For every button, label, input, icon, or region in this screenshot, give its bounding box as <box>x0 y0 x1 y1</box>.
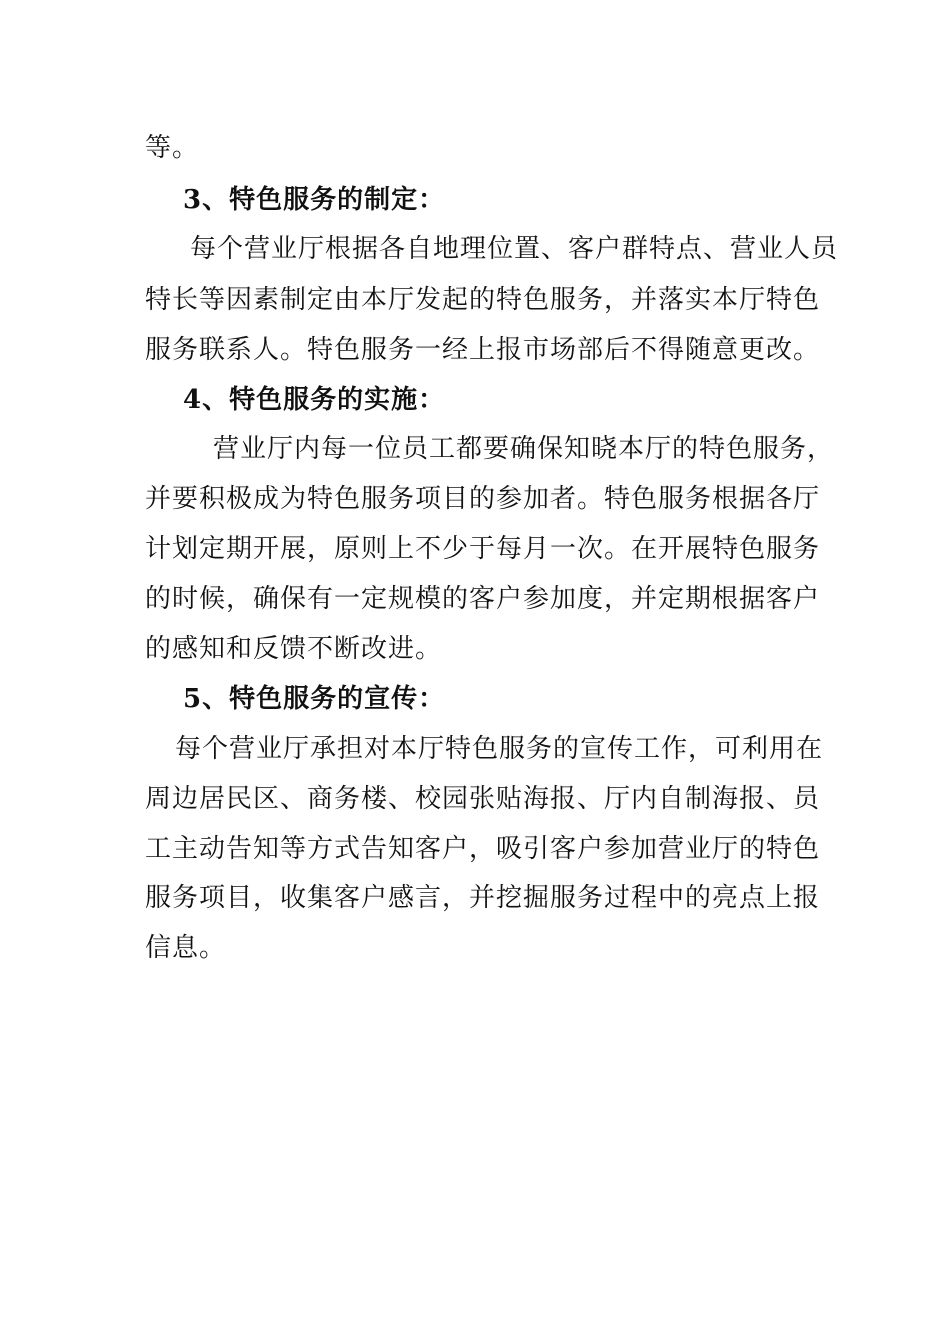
section-3-line-1: 每个营业厅根据各自地理位置、客户群特点、营业人员 <box>190 234 839 264</box>
section-3-line-3: 服务联系人。特色服务一经上报市场部后不得随意更改。 <box>145 335 821 365</box>
section-3-heading: 3、特色服务的制定： <box>183 185 446 215</box>
section-3-line-2: 特长等因素制定由本厅发起的特色服务，并落实本厅特色 <box>145 285 821 315</box>
section-4-line-4: 的时候，确保有一定规模的客户参加度，并定期根据客户 <box>145 584 821 614</box>
section-4-line-2: 并要积极成为特色服务项目的参加者。特色服务根据各厅 <box>145 484 821 514</box>
section-4-line-3: 计划定期开展，原则上不少于每月一次。在开展特色服务 <box>145 534 821 564</box>
section-5-line-2: 周边居民区、商务楼、校园张贴海报、厅内自制海报、员 <box>145 784 821 814</box>
section-4-heading: 4、特色服务的实施： <box>183 385 446 415</box>
section-5-line-5: 信息。 <box>145 933 227 963</box>
section-5-heading: 5、特色服务的宣传： <box>183 684 446 714</box>
section-5-line-1: 每个营业厅承担对本厅特色服务的宣传工作，可利用在 <box>175 734 824 764</box>
section-5-line-4: 服务项目，收集客户感言，并挖掘服务过程中的亮点上报 <box>145 883 821 913</box>
section-5-line-3: 工主动告知等方式告知客户，吸引客户参加营业厅的特色 <box>145 834 821 864</box>
section-4-line-5: 的感知和反馈不断改进。 <box>145 634 443 664</box>
continuation-text: 等。 <box>145 133 200 163</box>
section-4-line-1: 营业厅内每一位员工都要确保知晓本厅的特色服务， <box>213 434 835 464</box>
